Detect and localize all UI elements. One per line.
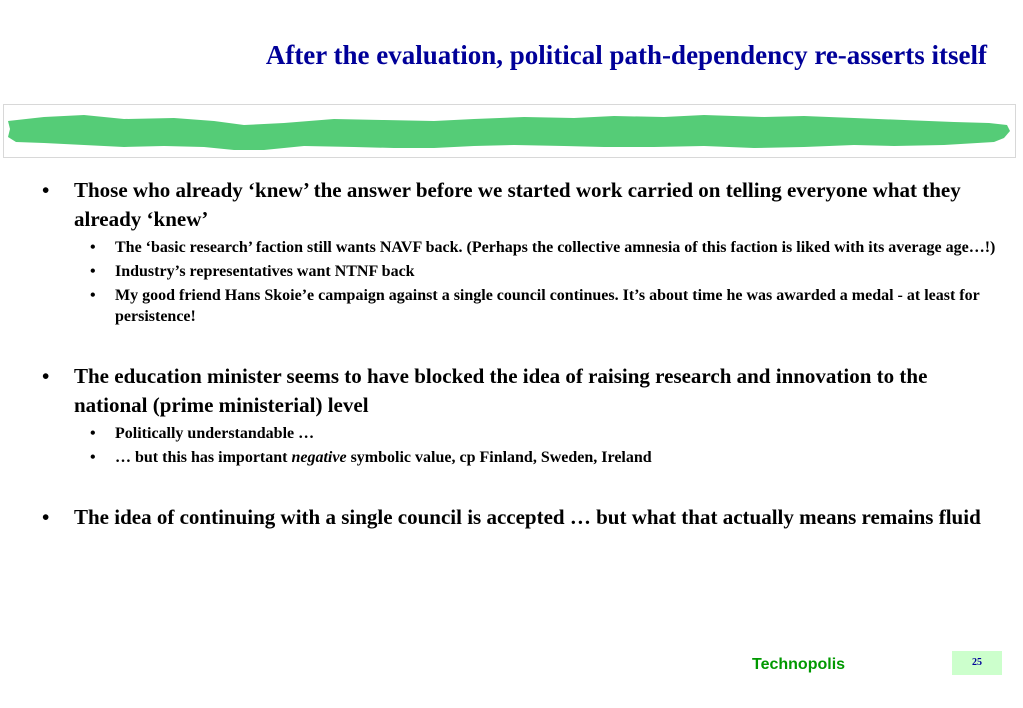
- bullet-text: The education minister seems to have blocked the idea of raising research and innovation to the national (prime ministerial) level: [74, 364, 928, 417]
- sub-bullet-dot-icon: •: [90, 263, 96, 280]
- footer-brand: Technopolis: [752, 656, 846, 673]
- bullet-item-3: [40, 503, 1000, 532]
- sub-bullet-item: [40, 423, 1000, 444]
- bullet-list: [40, 176, 1000, 532]
- sub-bullet-dot-icon: •: [90, 287, 96, 304]
- sub-bullet-dot-icon: •: [90, 449, 96, 466]
- bullet-text: The idea of continuing with a single council is accepted … but what that actually means remains fluid: [74, 505, 981, 529]
- sub-bullet-text: Industry’s representatives want NTNF back: [115, 263, 415, 280]
- sub-bullet-list-1: [40, 237, 1000, 327]
- bullet-item-1: [40, 176, 1000, 234]
- decorative-brush-banner: [3, 104, 1016, 158]
- sub-bullet-item: [40, 237, 1000, 258]
- bullet-dot-icon: •: [42, 505, 50, 529]
- slide-title: After the evaluation, political path-dependency re-asserts itself: [265, 40, 987, 70]
- sub-bullet-list-2: [40, 423, 1000, 468]
- sub-bullet-dot-icon: •: [90, 239, 96, 256]
- sub-bullet-item: [40, 285, 1000, 327]
- sub-bullet-dot-icon: •: [90, 425, 96, 442]
- bullet-item-2: [40, 362, 1000, 420]
- emphasis-text: negative: [291, 449, 347, 466]
- sub-bullet-text-before: … but this has important: [115, 449, 292, 466]
- brush-stroke-graphic: [4, 105, 1015, 157]
- brush-stroke-path: [8, 115, 1010, 150]
- bullet-dot-icon: •: [42, 364, 50, 388]
- bullet-dot-icon: •: [42, 178, 50, 202]
- sub-bullet-text-after: symbolic value, cp Finland, Sweden, Ireland: [346, 449, 652, 466]
- bullet-text: Those who already ‘knew’ the answer before we started work carried on telling everyone what they already ‘knew’: [74, 178, 961, 231]
- sub-bullet-item: [40, 447, 1000, 468]
- page-number-badge: 25: [952, 651, 1002, 675]
- sub-bullet-text: My good friend Hans Skoie’e campaign against a single council continues. It’s about time he was awarded a medal - at least for persistence!: [115, 287, 980, 325]
- sub-bullet-text: Politically understandable …: [115, 425, 315, 442]
- sub-bullet-text: The ‘basic research’ faction still wants NAVF back. (Perhaps the collective amnesia of this faction is liked with its average age…!): [115, 239, 996, 256]
- sub-bullet-item: [40, 261, 1000, 282]
